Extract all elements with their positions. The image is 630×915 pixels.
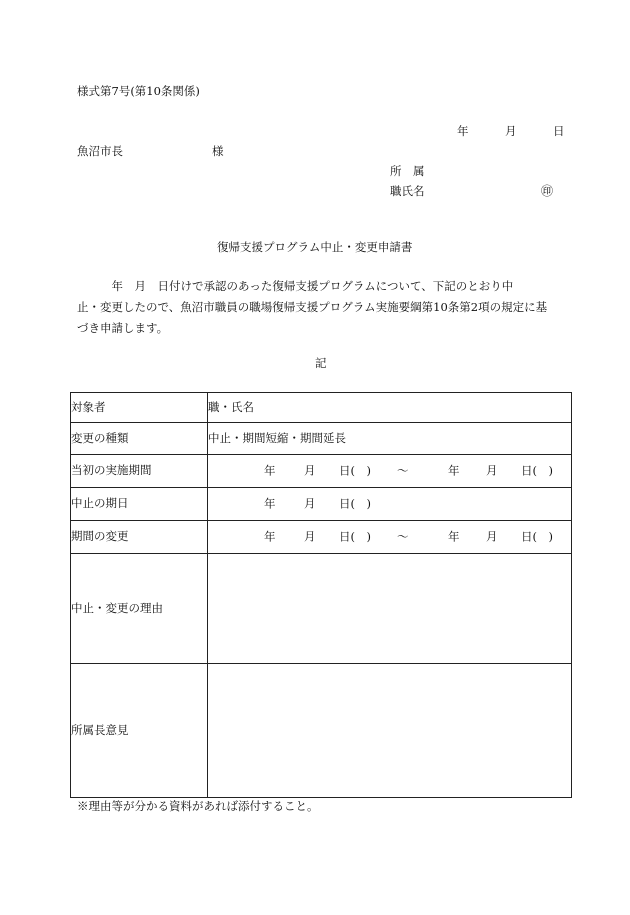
tilde-separator: ～ <box>397 529 409 544</box>
date-year-label: 年 <box>264 529 276 544</box>
date-year: 年 <box>457 124 469 138</box>
date-day-label: 日( ) <box>521 529 553 544</box>
footnote: ※理由等が分かる資料があれば添付すること。 <box>77 799 319 813</box>
date-day-label: 日( ) <box>339 496 371 511</box>
date-month-label: 月 <box>486 529 498 544</box>
body-paragraph <box>77 276 573 339</box>
row-label-target: 対象者 <box>71 393 208 423</box>
row-label-period-change: 期間の変更 <box>71 521 208 554</box>
table-row <box>71 554 572 664</box>
table-row <box>71 488 572 521</box>
body-line: 年 月 日付けで承認のあった復帰支援プログラムについて、下記のとおり中 <box>77 279 514 293</box>
date-year-label: 年 <box>264 463 276 478</box>
body-line: 止・変更したので、魚沼市職員の職場復帰支援プログラム実施要綱第10条第2項の規定に基 <box>77 300 548 314</box>
reason-value[interactable] <box>208 554 572 664</box>
opinion-value[interactable] <box>208 664 572 798</box>
date-month-label: 月 <box>304 529 316 544</box>
date-year-label: 年 <box>448 529 460 544</box>
table-row <box>71 423 572 455</box>
date-day-label: 日( ) <box>339 463 371 478</box>
date-month-label: 月 <box>304 496 316 511</box>
applicant-dept-label: 所 属 <box>390 164 425 178</box>
application-table <box>70 392 572 798</box>
addressee-name: 魚沼市長 <box>77 144 123 158</box>
row-label-opinion: 所属長意見 <box>71 664 208 798</box>
change-type-value[interactable]: 中止・期間短縮・期間延長 <box>208 423 572 455</box>
applicant-name-label: 職氏名 <box>390 184 425 198</box>
stop-date-value[interactable] <box>208 488 572 521</box>
table-row <box>71 521 572 554</box>
row-label-stop-date: 中止の期日 <box>71 488 208 521</box>
date-year-label: 年 <box>448 463 460 478</box>
date-month: 月 <box>505 124 517 138</box>
table-row <box>71 393 572 423</box>
target-value[interactable]: 職・氏名 <box>208 393 572 423</box>
period-change-value[interactable] <box>208 521 572 554</box>
date-month-label: 月 <box>304 463 316 478</box>
date-month-label: 月 <box>486 463 498 478</box>
ki-heading: 記 <box>315 356 327 370</box>
body-line: づき申請します。 <box>77 321 169 335</box>
row-label-initial-period: 当初の実施期間 <box>71 455 208 488</box>
form-number: 様式第7号(第10条関係) <box>77 84 200 98</box>
date-day-label: 日( ) <box>339 529 371 544</box>
tilde-separator: ～ <box>397 463 409 478</box>
date-day-label: 日( ) <box>521 463 553 478</box>
document-title: 復帰支援プログラム中止・変更申請書 <box>217 240 413 254</box>
date-year-label: 年 <box>264 496 276 511</box>
table-row <box>71 664 572 798</box>
table-row <box>71 455 572 488</box>
row-label-change-type: 変更の種類 <box>71 423 208 455</box>
row-label-reason: 中止・変更の理由 <box>71 554 208 664</box>
date-day: 日 <box>553 124 565 138</box>
addressee-honorific: 様 <box>212 144 224 158</box>
seal-mark: ㊞ <box>541 184 554 198</box>
initial-period-value[interactable] <box>208 455 572 488</box>
